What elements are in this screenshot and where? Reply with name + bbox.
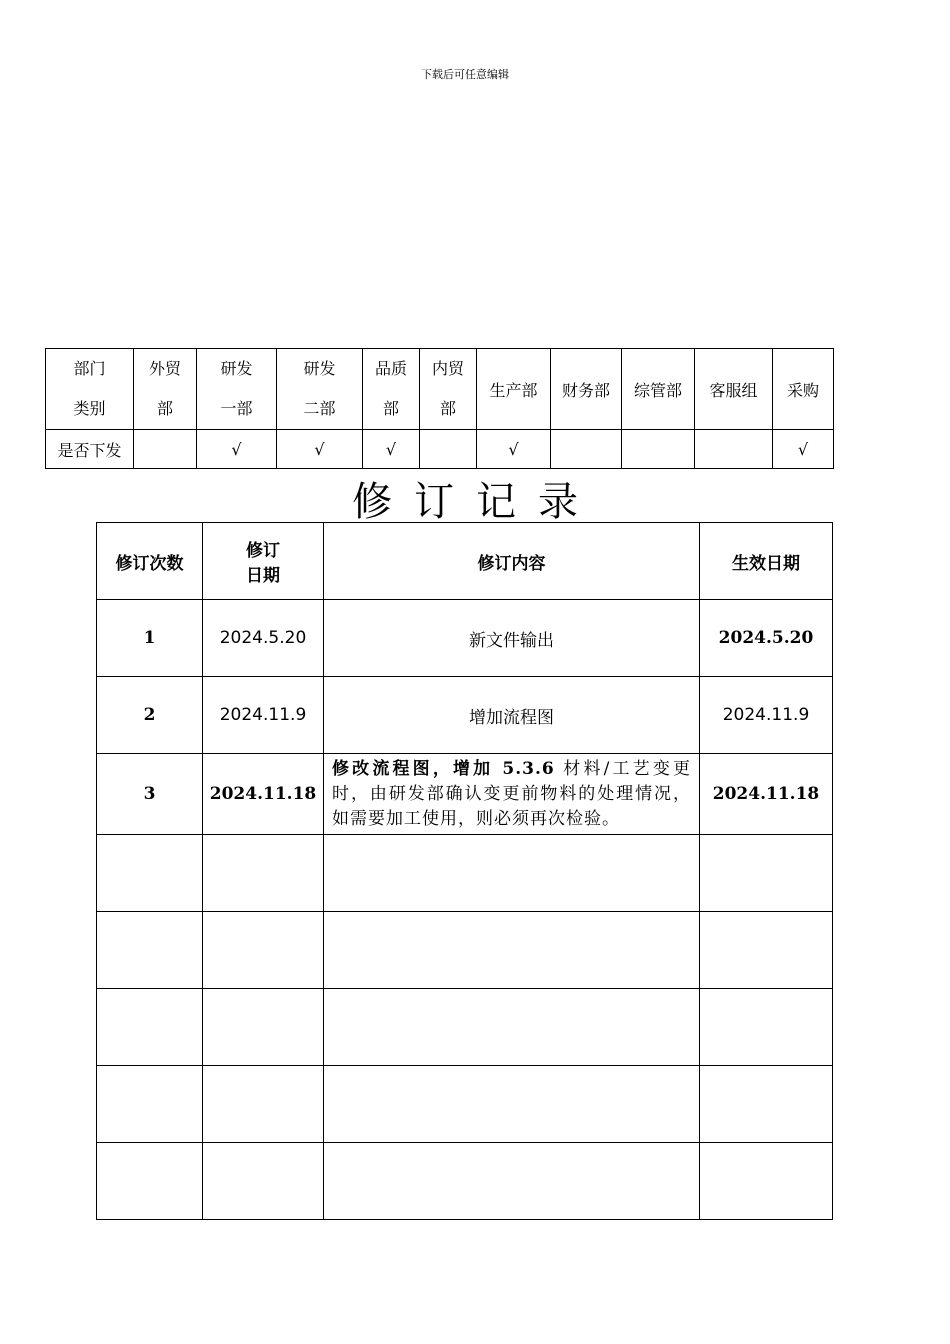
revision-date xyxy=(203,989,324,1066)
issue-mark: √ xyxy=(197,430,277,469)
revision-content: 增加流程图 xyxy=(324,677,700,754)
revision-date: 2024.5.20 xyxy=(203,600,324,677)
effective-date xyxy=(700,989,833,1066)
revision-count xyxy=(97,1066,203,1143)
revision-content xyxy=(324,989,700,1066)
issue-mark: √ xyxy=(773,430,834,469)
revision-count xyxy=(97,1143,203,1220)
header-revision-content: 修订内容 xyxy=(324,523,700,600)
dept-header: 财务部 xyxy=(551,349,622,430)
revision-count: 3 xyxy=(97,754,203,835)
revision-content xyxy=(324,1143,700,1220)
revision-table xyxy=(96,522,833,1220)
effective-date: 2024.5.20 xyxy=(700,600,833,677)
table-row xyxy=(97,1066,833,1143)
effective-date xyxy=(700,1143,833,1220)
distribution-issue-row xyxy=(46,430,834,469)
revision-count: 1 xyxy=(97,600,203,677)
revision-count xyxy=(97,912,203,989)
table-row xyxy=(97,912,833,989)
dept-header: 品质 部 xyxy=(363,349,420,430)
table-row xyxy=(97,989,833,1066)
header-revision-count: 修订次数 xyxy=(97,523,203,600)
revision-count: 2 xyxy=(97,677,203,754)
issue-mark xyxy=(551,430,622,469)
dept-header: 外贸 部 xyxy=(134,349,197,430)
effective-date: 2024.11.9 xyxy=(700,677,833,754)
header-effective-date: 生效日期 xyxy=(700,523,833,600)
dept-header: 采购 xyxy=(773,349,834,430)
revision-count xyxy=(97,835,203,912)
revision-content xyxy=(324,835,700,912)
issue-row-label: 是否下发 xyxy=(46,430,134,469)
dept-header: 综管部 xyxy=(622,349,695,430)
dept-header: 生产部 xyxy=(477,349,551,430)
distribution-table xyxy=(45,348,834,469)
table-row xyxy=(97,600,833,677)
table-row xyxy=(97,677,833,754)
revision-content-bold: 修改流程图，增加 5.3.6 xyxy=(332,758,555,779)
issue-mark xyxy=(622,430,695,469)
issue-mark: √ xyxy=(277,430,363,469)
issue-mark xyxy=(420,430,477,469)
revision-date xyxy=(203,835,324,912)
effective-date xyxy=(700,835,833,912)
header-note: 下载后可任意编辑 xyxy=(421,68,509,81)
issue-mark: √ xyxy=(477,430,551,469)
revision-content xyxy=(324,1066,700,1143)
revision-content-text: 材料/工艺变更时，由研发部确认变更前物料的处理情况，如需要加工使用，则必须再次检验。 xyxy=(332,758,691,829)
table-row xyxy=(97,835,833,912)
revision-date xyxy=(203,1143,324,1220)
table-row xyxy=(97,754,833,835)
revision-count xyxy=(97,989,203,1066)
dept-header: 内贸 部 xyxy=(420,349,477,430)
distribution-header-row xyxy=(46,349,834,430)
page-title: 修订记录 xyxy=(352,479,600,525)
dept-header: 研发 二部 xyxy=(277,349,363,430)
revision-content xyxy=(324,912,700,989)
department-category-header: 部门 类别 xyxy=(46,349,134,430)
issue-mark: √ xyxy=(363,430,420,469)
revision-date: 2024.11.9 xyxy=(203,677,324,754)
dept-header: 客服组 xyxy=(695,349,773,430)
header-revision-date: 修订 日期 xyxy=(203,523,324,600)
dept-header: 研发 一部 xyxy=(197,349,277,430)
effective-date: 2024.11.18 xyxy=(700,754,833,835)
revision-content: 新文件输出 xyxy=(324,600,700,677)
issue-mark xyxy=(134,430,197,469)
table-row xyxy=(97,1143,833,1220)
effective-date xyxy=(700,1066,833,1143)
effective-date xyxy=(700,912,833,989)
revision-content xyxy=(324,754,700,835)
revision-date: 2024.11.18 xyxy=(203,754,324,835)
issue-mark xyxy=(695,430,773,469)
revision-date xyxy=(203,912,324,989)
revision-header-row xyxy=(97,523,833,600)
revision-date xyxy=(203,1066,324,1143)
